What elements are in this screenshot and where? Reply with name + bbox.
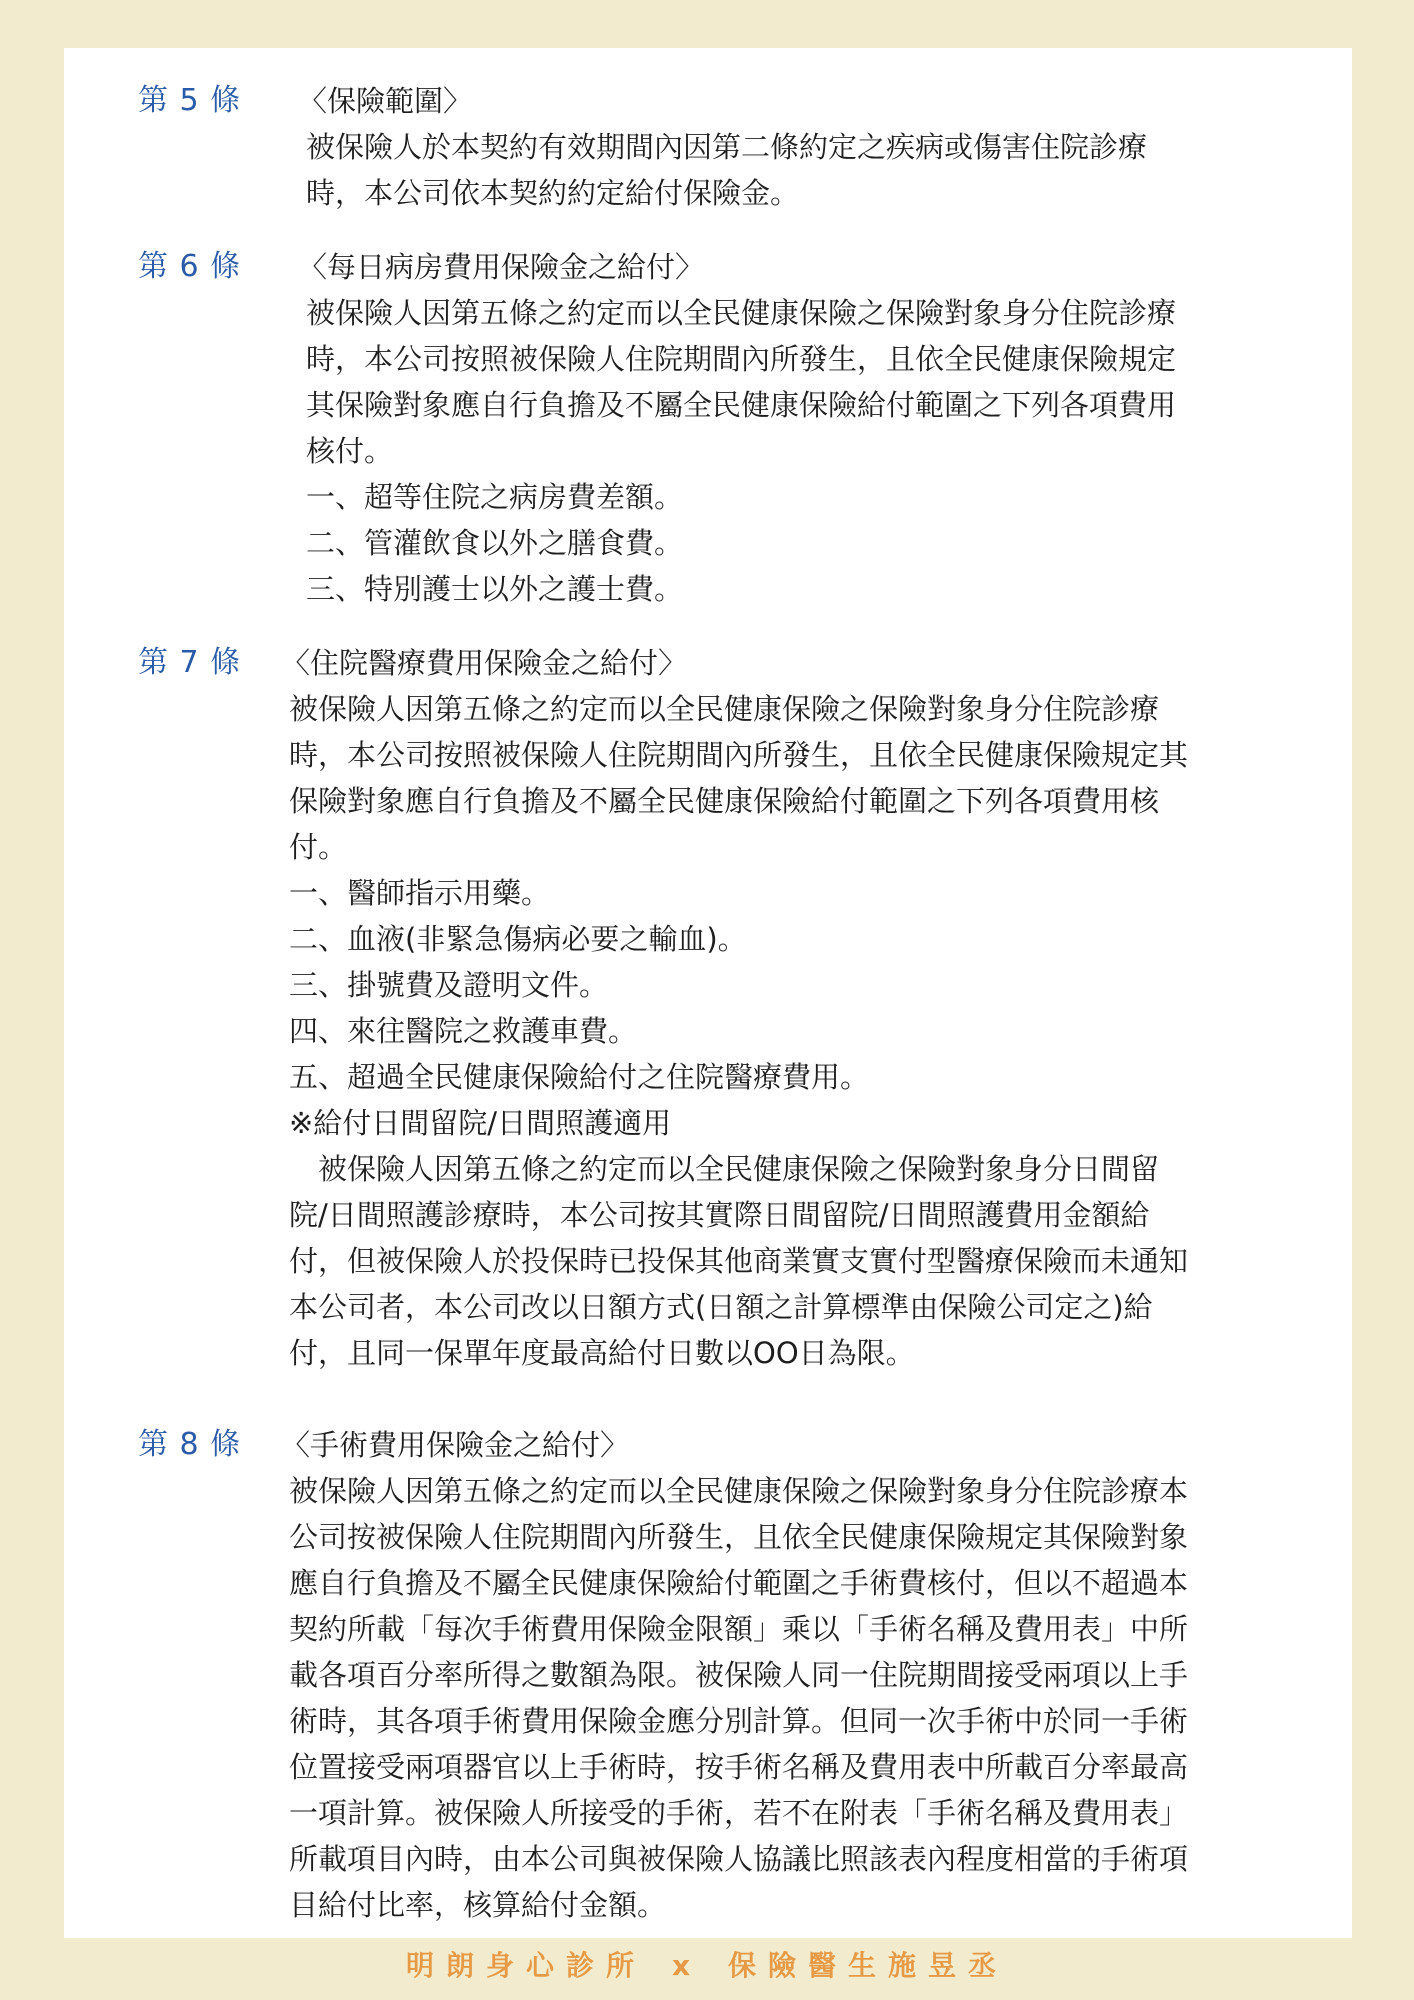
footer-separator: x bbox=[671, 1949, 703, 1982]
article-line: 時，本公司按照被保險人住院期間內所發生，且依全民健康保險規定其 bbox=[289, 738, 1189, 772]
article-line: 術時，其各項手術費用保險金應分別計算。但同一次手術中於同一手術 bbox=[289, 1704, 1189, 1738]
article-title: 〈保險範圍〉 bbox=[298, 84, 473, 118]
footer-clinic-name: 明朗身心診所 bbox=[405, 1949, 646, 1982]
article-line: 被保險人因第五條之約定而以全民健康保險之保險對象身分住院診療本 bbox=[289, 1474, 1189, 1508]
list-item: 二、管灌飲食以外之膳食費。 bbox=[306, 526, 684, 560]
article-number: 第 5 條 bbox=[138, 83, 242, 118]
article-line: 付，且同一保單年度最高給付日數以OO日為限。 bbox=[289, 1336, 915, 1370]
article-line: 時，本公司按照被保險人住院期間內所發生，且依全民健康保險規定 bbox=[306, 342, 1177, 376]
footer-credit bbox=[0, 1940, 1414, 1992]
article-number: 第 8 條 bbox=[138, 1427, 242, 1462]
article-title: 〈手術費用保險金之給付〉 bbox=[281, 1428, 630, 1462]
article-line: 付，但被保險人於投保時已投保其他商業實支實付型醫療保險而未通知 bbox=[289, 1244, 1189, 1278]
list-item: 三、特別護士以外之護士費。 bbox=[306, 572, 684, 606]
article-line: 契約所載「每次手術費用保險金限額」乘以「手術名稱及費用表」中所 bbox=[289, 1612, 1189, 1646]
list-item: 三、掛號費及證明文件。 bbox=[289, 968, 609, 1002]
footer-doctor-name: 保險醫生施昱丞 bbox=[728, 1949, 1009, 1982]
article-line: 核付。 bbox=[306, 434, 394, 468]
article-number: 第 6 條 bbox=[138, 249, 242, 284]
article-line: 載各項百分率所得之數額為限。被保險人同一住院期間接受兩項以上手 bbox=[289, 1658, 1189, 1692]
article-line: 保險對象應自行負擔及不屬全民健康保險給付範圍之下列各項費用核 bbox=[289, 784, 1160, 818]
list-item: 五、超過全民健康保險給付之住院醫療費用。 bbox=[289, 1060, 870, 1094]
article-line: 一項計算。被保險人所接受的手術，若不在附表「手術名稱及費用表」 bbox=[289, 1796, 1189, 1830]
article-line: 付。 bbox=[289, 830, 348, 864]
article-line: 位置接受兩項器官以上手術時，按手術名稱及費用表中所載百分率最高 bbox=[289, 1750, 1189, 1784]
article-line: 院/日間照護診療時，本公司按其實際日間留院/日間照護費用金額給 bbox=[289, 1198, 1150, 1232]
article-title: 〈每日病房費用保險金之給付〉 bbox=[298, 250, 705, 284]
article-line: 其保險對象應自行負擔及不屬全民健康保險給付範圍之下列各項費用 bbox=[306, 388, 1177, 422]
article-line: 所載項目內時，由本公司與被保險人協議比照該表內程度相當的手術項 bbox=[289, 1842, 1189, 1876]
article-title: 〈住院醫療費用保險金之給付〉 bbox=[281, 646, 688, 680]
list-item: 二、血液(非緊急傷病必要之輸血)。 bbox=[289, 922, 747, 956]
note-heading: ※給付日間留院/日間照護適用 bbox=[289, 1106, 672, 1140]
article-line: 應自行負擔及不屬全民健康保險給付範圍之手術費核付，但以不超過本 bbox=[289, 1566, 1189, 1600]
article-line: 本公司者，本公司改以日額方式(日額之計算標準由保險公司定之)給 bbox=[289, 1290, 1153, 1324]
article-line: 被保險人於本契約有效期間內因第二條約定之疾病或傷害住院診療 bbox=[306, 130, 1148, 164]
list-item: 一、超等住院之病房費差額。 bbox=[306, 480, 684, 514]
article-line: 被保險人因第五條之約定而以全民健康保險之保險對象身分住院診療 bbox=[289, 692, 1160, 726]
article-line: 公司按被保險人住院期間內所發生，且依全民健康保險規定其保險對象 bbox=[289, 1520, 1189, 1554]
list-item: 四、來往醫院之救護車費。 bbox=[289, 1014, 638, 1048]
article-line: 被保險人因第五條之約定而以全民健康保險之保險對象身分日間留 bbox=[289, 1152, 1160, 1186]
article-line: 時，本公司依本契約約定給付保險金。 bbox=[306, 176, 800, 210]
document-page bbox=[64, 48, 1352, 1938]
article-line: 目給付比率，核算給付金額。 bbox=[289, 1888, 667, 1922]
list-item: 一、醫師指示用藥。 bbox=[289, 876, 551, 910]
article-number: 第 7 條 bbox=[138, 645, 242, 680]
article-line: 被保險人因第五條之約定而以全民健康保險之保險對象身分住院診療 bbox=[306, 296, 1177, 330]
